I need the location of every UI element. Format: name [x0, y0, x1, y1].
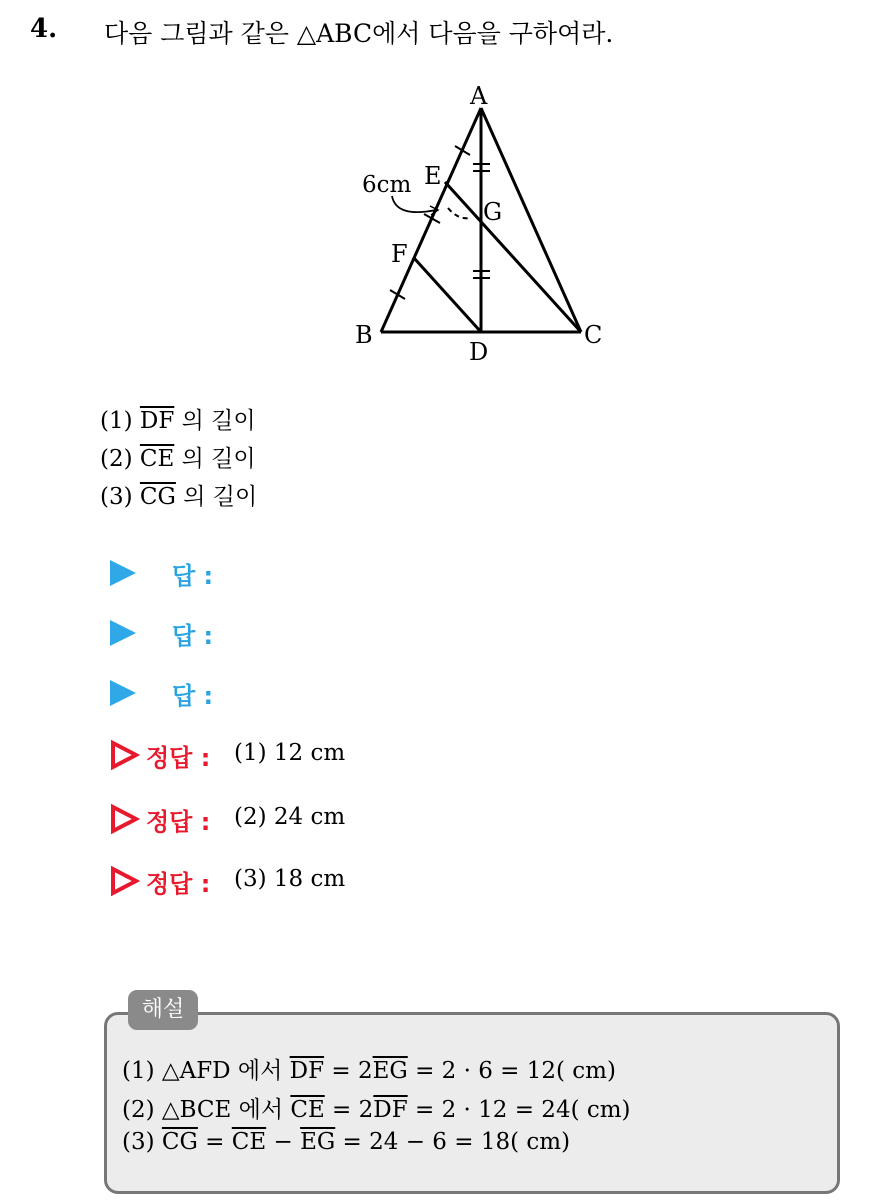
exp-seg: $\overline{CE}$: [290, 1097, 325, 1123]
outline-arrow-icon: [110, 804, 140, 834]
exp-seg: $\overline{CG}$: [161, 1129, 198, 1155]
explanation-line-2: [122, 1091, 631, 1124]
question-number: 4.: [30, 14, 58, 44]
side-ab: [381, 108, 481, 332]
sub-num: (1): [100, 408, 133, 434]
outline-arrow-icon: [110, 740, 140, 770]
correct-label: 정답 :: [146, 744, 211, 772]
sub-num: (2): [100, 446, 133, 472]
answer-label: 답 :: [172, 682, 214, 710]
explanation-line-3: [122, 1129, 570, 1155]
segment-fd: [414, 258, 481, 332]
sub-num: (3): [100, 484, 133, 510]
correct-label: 정답 :: [146, 808, 211, 836]
exp-mid: = 2: [324, 1058, 373, 1084]
explanation-line-1: [122, 1052, 616, 1085]
exp-mid: = 2: [324, 1097, 374, 1123]
sub-question-2: [100, 440, 256, 473]
segment-name: $\overline{CG}$: [139, 484, 176, 510]
outline-arrow-icon: [110, 866, 140, 896]
exp-seg: $\overline{EG}$: [300, 1129, 336, 1155]
label-c: C: [584, 321, 603, 349]
exp-pre: (1) △AFD 에서: [122, 1058, 290, 1084]
label-e: E: [424, 162, 442, 190]
label-f: F: [391, 240, 408, 268]
question-text: 다음 그림과 같은 △ABC에서 다음을 구하여라.: [104, 19, 614, 48]
answer-label: 답 :: [172, 622, 214, 650]
segment-name: $\overline{DF}$: [139, 408, 175, 434]
label-b: B: [355, 321, 373, 349]
exp-pre: (3): [122, 1129, 162, 1155]
eg-dashed-arc: [448, 208, 470, 218]
correct-answer-value: (2) 24 cm: [234, 804, 346, 830]
exp-mid: =: [197, 1129, 232, 1155]
length-label: 6cm: [362, 172, 412, 198]
sub-question-1: [100, 402, 256, 435]
sub-suffix: 의 길이: [183, 484, 258, 510]
sub-suffix: 의 길이: [181, 446, 256, 472]
correct-answer-value: (1) 12 cm: [234, 740, 346, 766]
exp-post: = 2 · 6 = 12( cm): [407, 1058, 616, 1084]
correct-label: 정답 :: [146, 870, 211, 898]
play-arrow-icon: [110, 560, 136, 586]
exp-seg: $\overline{CE}$: [231, 1129, 267, 1155]
label-a: A: [470, 82, 488, 110]
exp-seg: $\overline{DF}$: [289, 1058, 325, 1084]
exp-post: = 2 · 12 = 24( cm): [407, 1097, 631, 1123]
sub-question-3: [100, 478, 257, 511]
measure-arrow: [392, 196, 436, 212]
segment-name: $\overline{CE}$: [139, 446, 175, 472]
sub-suffix: 의 길이: [181, 408, 256, 434]
explanation-tab: 해설: [128, 990, 198, 1030]
triangle-figure: [340, 78, 620, 370]
label-d: D: [469, 338, 489, 366]
exp-pre: (2) △BCE 에서: [122, 1097, 291, 1123]
exp-seg: $\overline{EG}$: [372, 1058, 408, 1084]
segment-ec: [445, 182, 581, 332]
play-arrow-icon: [110, 680, 136, 706]
label-g: G: [483, 198, 503, 226]
exp-post: = 24 − 6 = 18( cm): [335, 1129, 571, 1155]
play-arrow-icon: [110, 620, 136, 646]
exp-seg: $\overline{DF}$: [373, 1097, 408, 1123]
correct-answer-value: (3) 18 cm: [234, 866, 346, 892]
answer-label: 답 :: [172, 562, 214, 590]
exp-mid: −: [266, 1129, 301, 1155]
